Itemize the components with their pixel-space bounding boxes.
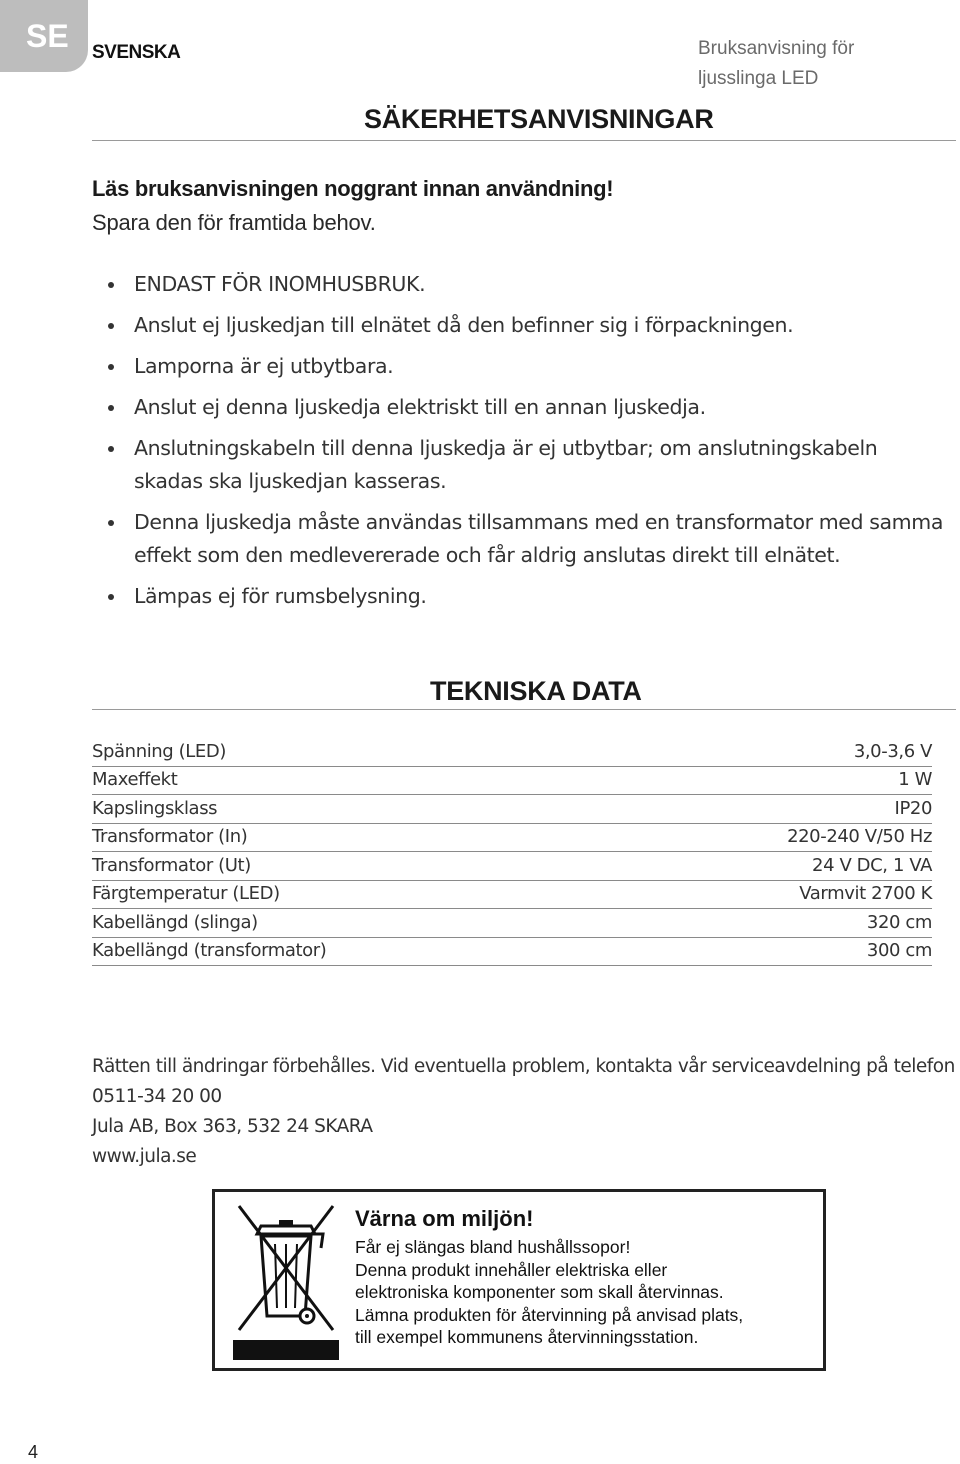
spec-value: 3,0-3,6 V	[853, 740, 932, 762]
spec-value: Varmvit 2700 K	[799, 883, 932, 904]
environment-line: elektroniska komponenter som skall återvinnas.	[355, 1282, 724, 1302]
environment-line: Får ej slängas bland hushållssopor!	[355, 1237, 631, 1257]
spec-value: 320 cm	[866, 911, 932, 933]
spec-row	[92, 767, 932, 796]
spec-value: 220-240 V/50 Hz	[787, 826, 932, 847]
bullet-icon	[108, 446, 114, 452]
environment-text	[355, 1204, 743, 1349]
bullet-icon	[108, 405, 114, 411]
safety-heading: SÄKERHETSANVISNINGAR	[364, 104, 714, 134]
contact-info	[92, 1052, 955, 1172]
spec-row	[92, 881, 932, 910]
spec-row	[92, 852, 932, 881]
safety-item: ENDAST FÖR INOMHUSBRUK.	[106, 268, 946, 301]
bullet-icon	[108, 323, 114, 329]
bullet-icon	[108, 282, 114, 288]
spec-label: Transformator (In)	[92, 826, 248, 847]
document-title-line-1: Bruksanvisning för	[698, 38, 855, 59]
tech-divider	[92, 709, 956, 710]
safety-item: Anslutningskabeln till denna ljuskedja är ej utbytbar; om anslutningskabeln skadas ska ljuskedjan kasseras.	[106, 432, 946, 498]
bullet-icon	[108, 520, 114, 526]
environment-line: till exempel kommunens återvinningsstation.	[355, 1327, 699, 1347]
spec-value: 300 cm	[866, 940, 932, 961]
spec-row	[92, 738, 932, 767]
spec-value: IP20	[894, 797, 932, 819]
intro-warning: Läs bruksanvisningen noggrant innan användning!	[92, 176, 614, 201]
safety-item: Anslut ej denna ljuskedja elektriskt till en annan ljuskedja.	[106, 391, 946, 424]
bullet-icon	[108, 364, 114, 370]
document-title-line-2: ljusslinga LED	[698, 68, 819, 89]
safety-list	[106, 268, 946, 621]
safety-item: Denna ljuskedja måste användas tillsammans med en transformator med samma effekt som den medlevererade och får aldrig anslutas direkt till elnätet.	[106, 506, 946, 572]
safety-item: Lämpas ej för rumsbelysning.	[106, 580, 946, 613]
spec-row	[92, 824, 932, 853]
environment-notice	[212, 1189, 826, 1371]
spec-value: 1 W	[898, 769, 932, 790]
spec-row	[92, 795, 932, 824]
spec-label: Kabellängd (slinga)	[92, 911, 258, 933]
spec-label: Kapslingsklass	[92, 797, 218, 819]
spec-label: Transformator (Ut)	[92, 854, 251, 876]
page-number: 4	[28, 1442, 39, 1462]
spec-label: Maxeffekt	[92, 769, 178, 790]
language-tab: SE	[0, 0, 88, 72]
spec-row	[92, 909, 932, 938]
environment-line: Lämna produkten för återvinning på anvisad plats,	[355, 1304, 744, 1325]
website-link[interactable]: www.jula.se	[92, 1146, 197, 1167]
safety-divider	[92, 140, 956, 141]
disclaimer-text: Rätten till ändringar förbehålles. Vid eventuella problem, kontakta vår serviceavdelning på telefon	[92, 1056, 955, 1077]
environment-line: Denna produkt innehåller elektriska eller	[355, 1259, 668, 1280]
intro-note: Spara den för framtida behov.	[92, 210, 376, 235]
spec-label: Kabellängd (transformator)	[92, 940, 327, 961]
spec-label: Spänning (LED)	[92, 740, 226, 762]
phone-number: 0511-34 20 00	[92, 1086, 222, 1107]
document-title	[698, 34, 938, 94]
spec-table	[92, 738, 932, 966]
spec-row	[92, 938, 932, 967]
tech-heading: TEKNISKA DATA	[430, 676, 642, 706]
safety-item: Lamporna är ej utbytbara.	[106, 350, 946, 383]
safety-item: Anslut ej ljuskedjan till elnätet då den befinner sig i förpackningen.	[106, 309, 946, 342]
environment-title: Värna om miljön!	[355, 1206, 534, 1231]
crossed-out-wheelie-bin-icon	[231, 1198, 341, 1362]
language-label: SVENSKA	[92, 42, 181, 63]
spec-label: Färgtemperatur (LED)	[92, 883, 280, 904]
spec-value: 24 V DC, 1 VA	[812, 854, 932, 876]
bullet-icon	[108, 594, 114, 600]
company-address: Jula AB, Box 363, 532 24 SKARA	[92, 1116, 373, 1137]
